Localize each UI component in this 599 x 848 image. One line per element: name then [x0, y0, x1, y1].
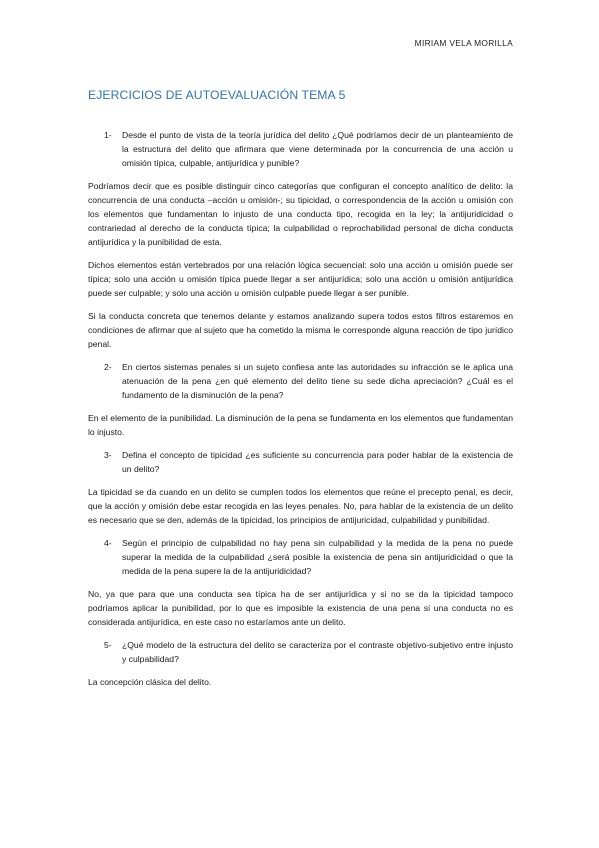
question-text: ¿Qué modelo de la estructura del delito se caracteriza por el contraste objetivo-subjetivo entre injusto y culpabilidad?: [122, 640, 513, 664]
question-text: En ciertos sistemas penales si un sujeto confiesa ante las autoridades su infracción se le aplica una atenuación de la pena ¿en qué elemento del delito tiene su sede dicha apreciación? ¿Cuál es el fundamento de la disminución de la pena?: [122, 362, 513, 400]
answer-paragraph: Dichos elementos están vertebrados por una relación lógica secuencial: solo una acción u omisión puede ser típica; solo una acción u omisión típica puede llegar a ser antijurídica; solo una acción u omisión antijurídica puede ser culpable; y solo una acción u omisión culpable puede llegar a ser punible.: [88, 260, 513, 298]
question-number: 1-: [104, 130, 112, 140]
question-text: Defina el concepto de tipicidad ¿es suficiente su concurrencia para poder hablar de la existencia de un delito?: [122, 450, 513, 474]
question-number: 3-: [104, 450, 112, 460]
answer-paragraph: La concepción clásica del delito.: [88, 677, 212, 687]
answer-paragraph: En el elemento de la punibilidad. La disminución de la pena se fundamenta en los elementos que fundamentan lo injusto.: [88, 413, 513, 437]
question-3: [88, 448, 513, 476]
question-number: 2-: [104, 362, 112, 372]
question-4: [88, 536, 513, 578]
header-author: MIRIAM VELA MORILLA: [414, 38, 513, 48]
question-2: [88, 360, 513, 402]
question-number: 5-: [104, 640, 112, 650]
question-text: Desde el punto de vista de la teoría jurídica del delito ¿Qué podríamos decir de un planteamiento de la estructura del delito que afirmara que viene determinada por la concurrencia de una acción u omisión típica, culpable, antijurídica y punible?: [122, 130, 513, 168]
answer-paragraph: La tipicidad se da cuando en un delito se cumplen todos los elementos que reúne el precepto penal, es decir, que la acción y omisión debe estar recogida en las leyes penales. No, para hablar de la existencia de un delito es necesario que se den, además de la tipicidad, los principios de antijuricidad, culpabilidad y punibilidad.: [88, 487, 513, 525]
document-body: [88, 128, 513, 698]
question-number: 4-: [104, 538, 112, 548]
question-text: Según el principio de culpabilidad no hay pena sin culpabilidad y la medida de la pena no puede superar la medida de la culpabilidad ¿será posible la existencia de pena sin antijuridicidad o que la medida de la pena supere la de la antijuridicidad?: [122, 538, 513, 576]
question-5: [88, 638, 513, 666]
question-1: [88, 128, 513, 170]
answer-paragraph: No, ya que para que una conducta sea típica ha de ser antijurídica y si no se da la tipicidad tampoco podríamos aplicar la punibilidad, por lo que es imposible la existencia de una pena si una conducta no es considerada antijurídica, en este caso no estaríamos ante un delito.: [88, 589, 513, 627]
answer-paragraph: Podríamos decir que es posible distinguir cinco categorías que configuran el concepto analítico de delito: la concurrencia de una conducta –acción u omisión-; su tipicidad, o correspondencia de la acción u omisión con los elementos que fundamentan lo injusto de una conducta tipo, recogida en la ley; la antijuridicidad o contrariedad al derecho de la conducta típica; la culpabilidad o reprochabilidad personal de dicha conducta antijurídica y la punibilidad de esta.: [88, 181, 513, 247]
answer-paragraph: Si la conducta concreta que tenemos delante y estamos analizando supera todos estos filtros estaremos en condiciones de afirmar que al sujeto que ha cometido la misma le corresponde alguna reacción de tipo jurídico penal.: [88, 311, 513, 349]
page-title: EJERCICIOS DE AUTOEVALUACIÓN TEMA 5: [88, 88, 346, 102]
